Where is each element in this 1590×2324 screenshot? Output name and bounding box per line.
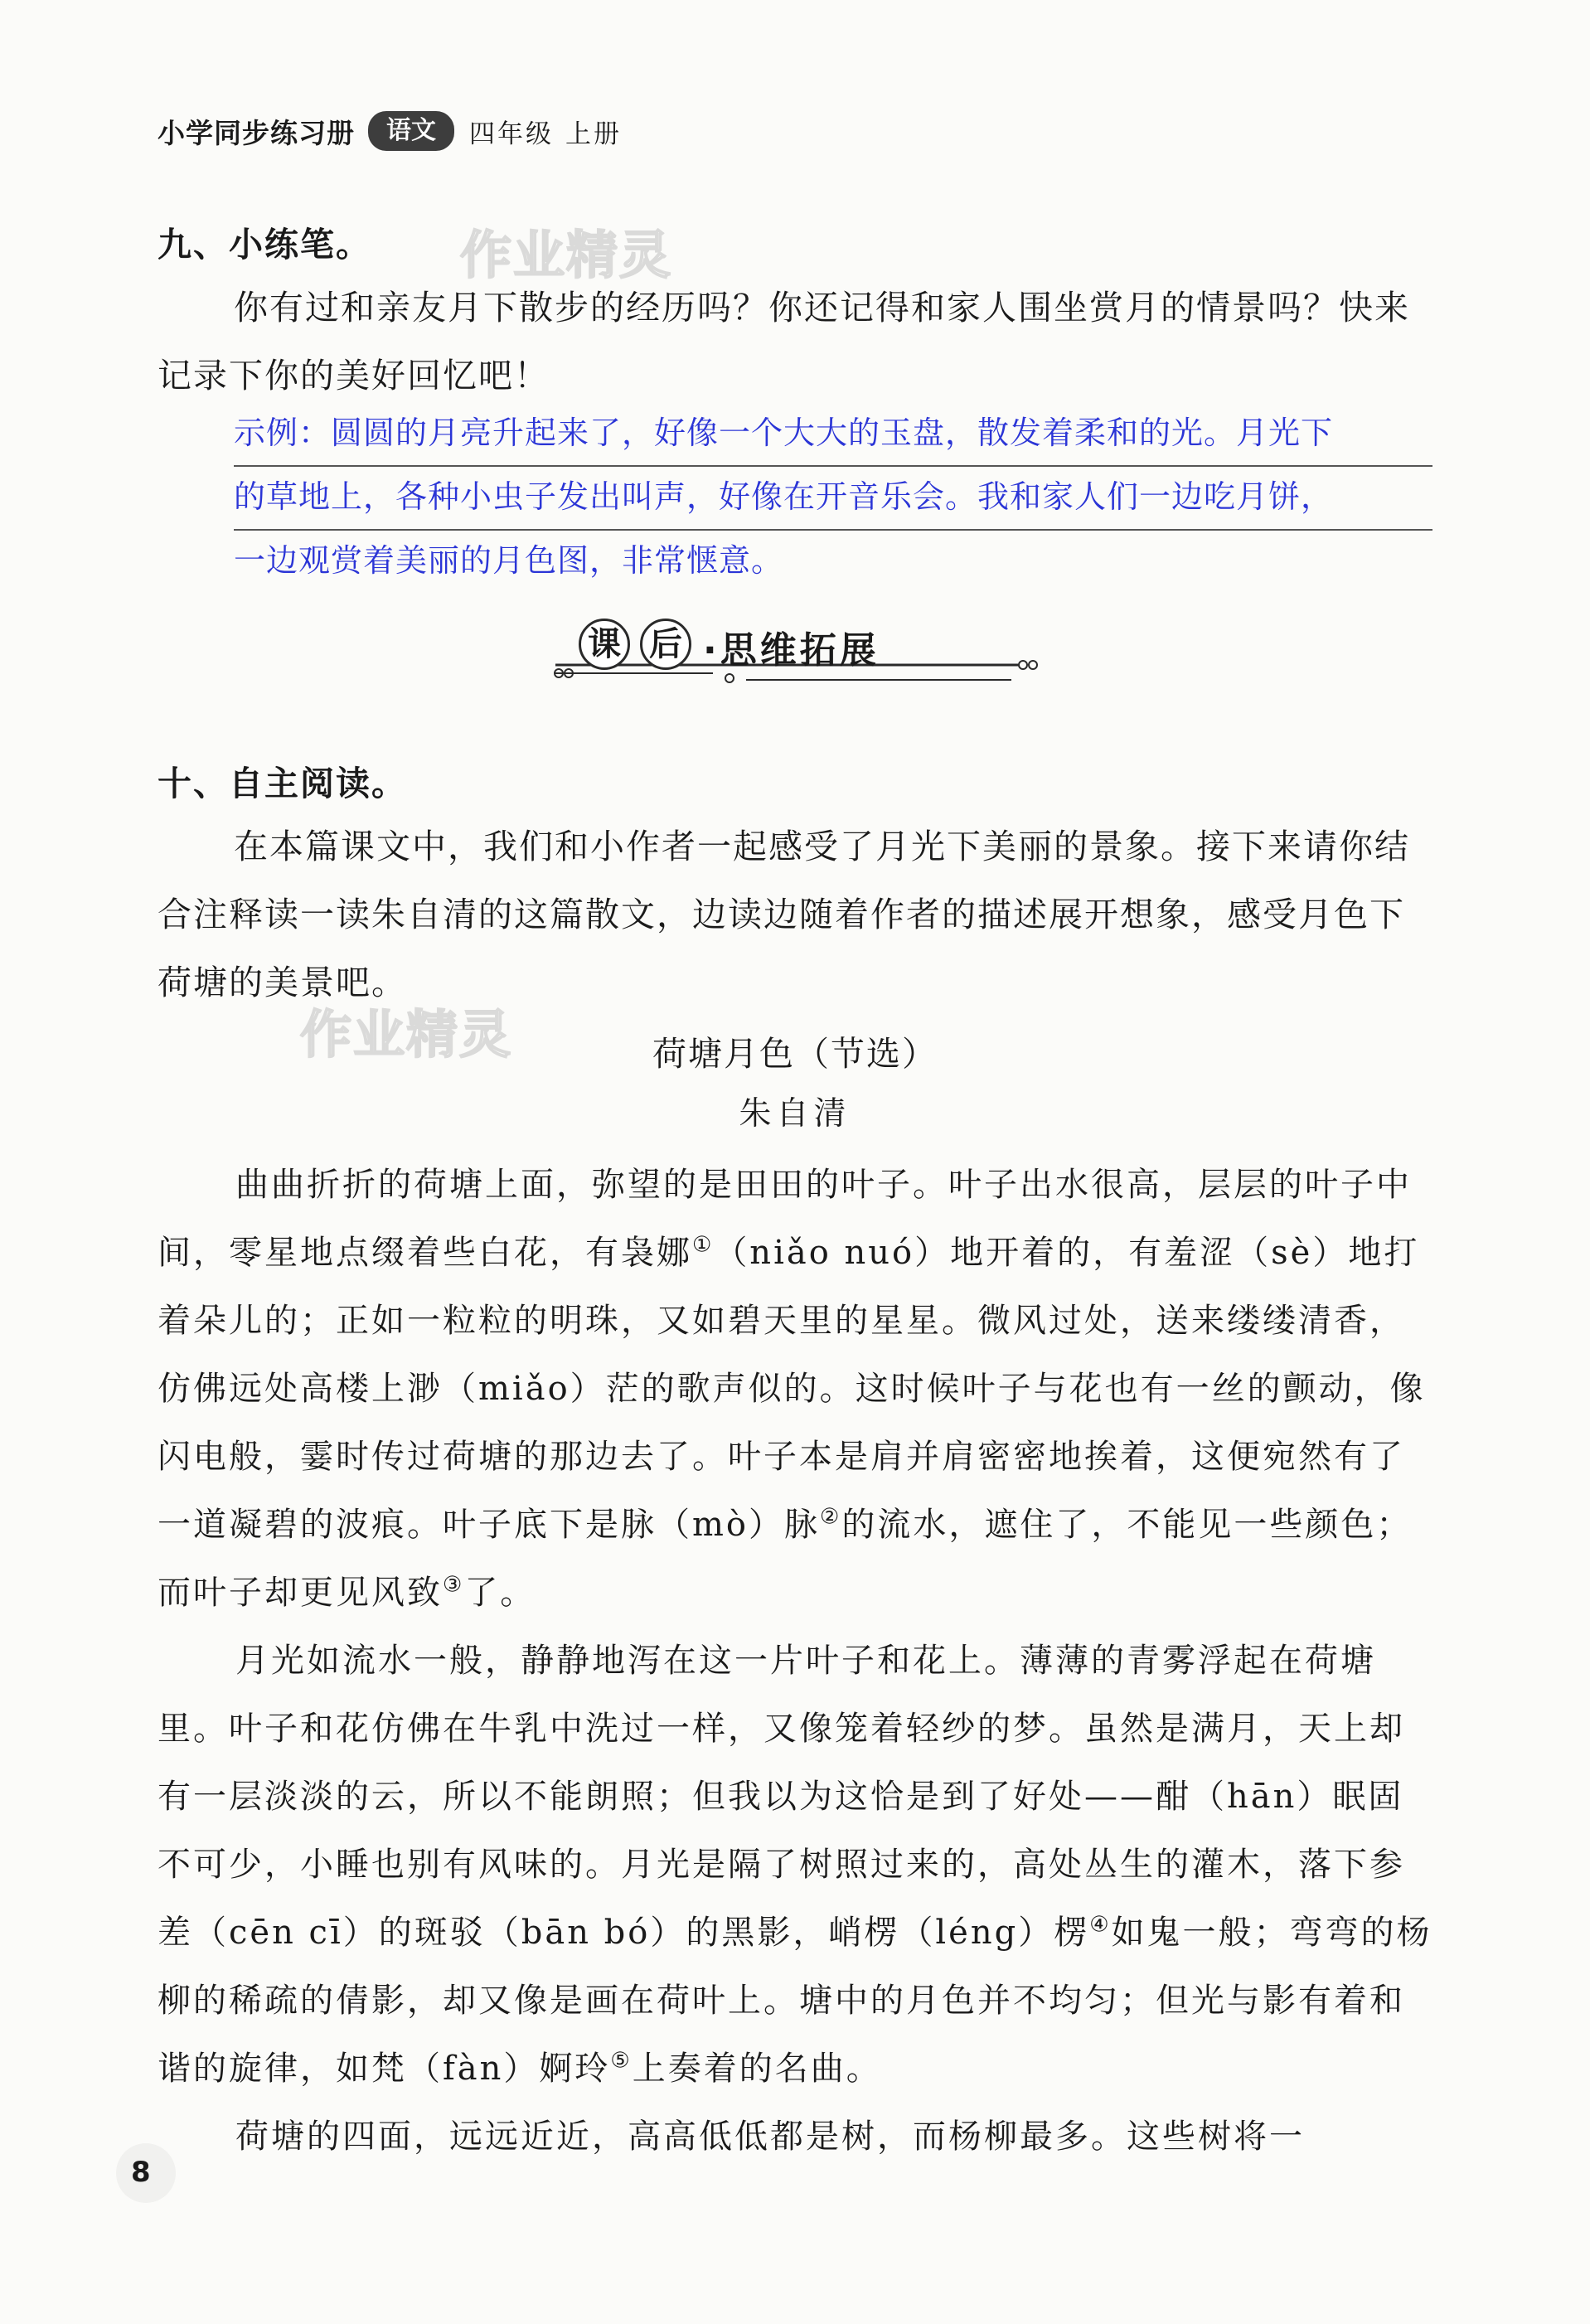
essay-text: 月光如流水一般，静静地泻在这一片叶子和花上。薄薄的青雾浮起在荷塘里。叶子和花仿佛在牛乳中洗过一样，又像笼着轻纱的梦。虽然是满月，天上却有一层淡淡的云，所以不能朗照；但我以为这恰是到了好处——酣（hān）眠固不可少，小睡也别有风味的。月光是隔了树照过来的，高处丛生的灌木，落下参差（cēn cī）的斑驳（bān bó）的黑影，峭楞（léng）楞 (158, 1642, 1405, 1952)
section-10-intro: 在本篇课文中，我们和小作者一起感受了月光下美丽的景象。接下来请你结合注释读一读朱自清的这篇散文，边读边随着作者的描述展开想象，感受月色下荷塘的美景吧。 (158, 827, 1410, 1002)
subject-badge: 语文 (368, 111, 454, 151)
footnote-marker: ④ (1089, 1912, 1112, 1938)
footnote-marker: ⑤ (610, 2048, 633, 2074)
answer-line[interactable]: 示例：圆圆的月亮升起来了，好像一个大大的玉盘，散发着柔和的光。月光下 (234, 403, 1432, 467)
essay-text: 的流水，遮住了，不能见一些颜色；而叶子却更见风致 (158, 1506, 1413, 1612)
banner-char-1: 课 (579, 619, 630, 670)
essay-paragraph-2 (158, 1627, 1434, 2103)
essay-paragraph-3: 荷塘的四面，远远近近，高高低低都是树，而杨柳最多。这些树将一 (235, 2118, 1305, 2156)
answer-line[interactable]: 的草地上，各种小虫子发出叫声，好像在开音乐会。我和家人们一边吃月饼， (234, 467, 1432, 531)
essay-text: 曲曲折折的荷塘上面，弥望的是田田的叶子。叶子出水很高，层层的叶子中间，零星地点缀着些白花，有袅娜 (158, 1166, 1412, 1272)
term-label: 上册 (565, 119, 622, 149)
footnote-marker: ③ (443, 1572, 465, 1598)
section-9-heading: 九、小练笔。 (158, 225, 371, 264)
grade-label: 四年级 (469, 119, 554, 149)
watermark: 作业精灵 (460, 225, 673, 285)
page-header (158, 106, 622, 156)
banner-title: ·思维拓展 (703, 629, 880, 672)
section-banner (547, 612, 1045, 703)
page-number: 8 (131, 2156, 151, 2189)
banner-char-2: 后 (640, 619, 691, 670)
footnote-marker: ② (820, 1504, 842, 1530)
answer-area (234, 403, 1432, 594)
essay-text: （niǎo nuó）地开着的，有羞涩（sè）地打着朵儿的；正如一粒粒的明珠，又如碧天里的星星。微风过处，送来缕缕清香，仿佛远处高楼上渺（miǎo）茫的歌声似的。这时候叶子与花也有一丝的颤动，像闪电般，霎时传过荷塘的那边去了。叶子本是肩并肩密密地挨着，这便宛然有了一道凝碧的波痕。叶子底下是脉（mò）脉 (158, 1234, 1426, 1544)
answer-line[interactable]: 一边观赏着美丽的月色图，非常惬意。 (234, 542, 784, 579)
essay-text: 了。 (464, 1574, 536, 1612)
footnote-marker: ① (692, 1232, 715, 1258)
section-9-prompt: 你有过和亲友月下散步的经历吗？你还记得和家人围坐赏月的情景吗？快来记录下你的美好回忆吧！ (158, 288, 1410, 395)
book-title: 小学同步练习册 (158, 116, 355, 149)
essay-title: 荷塘月色（节选） (652, 1034, 938, 1074)
watermark: 作业精灵 (300, 1004, 513, 1065)
essay-author: 朱自清 (739, 1095, 851, 1133)
essay-text: 上奏着的名曲。 (632, 2050, 882, 2088)
essay-text: 如鬼一般；弯弯的杨柳的稀疏的倩影，却又像是画在荷叶上。塘中的月色并不均匀；但光与影有着和谐的旋律，如梵（fàn）婀玲 (158, 1914, 1432, 2088)
section-10-heading: 十、自主阅读。 (158, 764, 407, 803)
essay-paragraph-1 (158, 1151, 1434, 1627)
